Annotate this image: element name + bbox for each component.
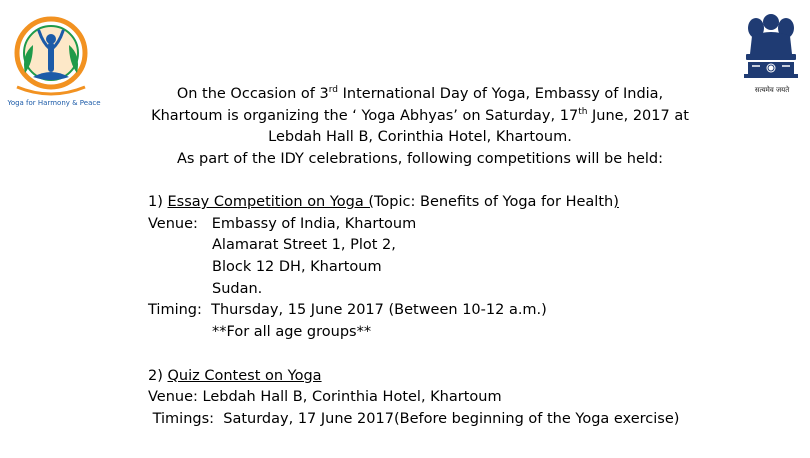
essay-title: 1) Essay Competition on Yoga (Topic: Benefits of Yoga for Health): [148, 194, 619, 210]
heading-line-2: Khartoum is organizing the ‘ Yoga Abhyas’ on Saturday, 17th June, 2017 at: [151, 106, 689, 124]
competition-details: [148, 192, 788, 431]
essay-venue-line-2: Alamarat Street 1, Plot 2,: [212, 237, 396, 254]
heading-line-1: On the Occasion of 3rd International Day of Yoga, Embassy of India,: [176, 85, 664, 102]
essay-venue-line-4: Sudan.: [212, 280, 263, 297]
heading-line-3: Lebdah Hall B, Corinthia Hotel, Khartoum.: [268, 129, 572, 145]
announcement-heading: [140, 84, 700, 170]
essay-note: **For all age groups**: [212, 324, 372, 341]
quiz-timing: Timings: Saturday, 17 June 2017(Before beginning of the Yoga exercise): [148, 410, 680, 427]
spacer: [148, 344, 788, 366]
essay-venue: Venue: Embassy of India, Khartoum: [148, 215, 417, 232]
heading-line-4: As part of the IDY celebrations, following competitions will be held:: [176, 150, 664, 167]
idy-logo-caption: Yoga for Harmony & Peace: [7, 99, 101, 107]
quiz-venue: Venue: Lebdah Hall B, Corinthia Hotel, Khartoum: [148, 389, 502, 406]
lion-capital-icon: [738, 10, 804, 86]
idy-logo: [3, 15, 105, 113]
essay-timing: Timing: Thursday, 15 June 2017 (Between 10-12 a.m.): [148, 302, 547, 319]
quiz-title: 2) Quiz Contest on Yoga: [148, 367, 322, 384]
emblem-motto: सत्यमेव जयते: [754, 86, 790, 94]
essay-venue-line-3: Block 12 DH, Khartoum: [212, 259, 382, 276]
